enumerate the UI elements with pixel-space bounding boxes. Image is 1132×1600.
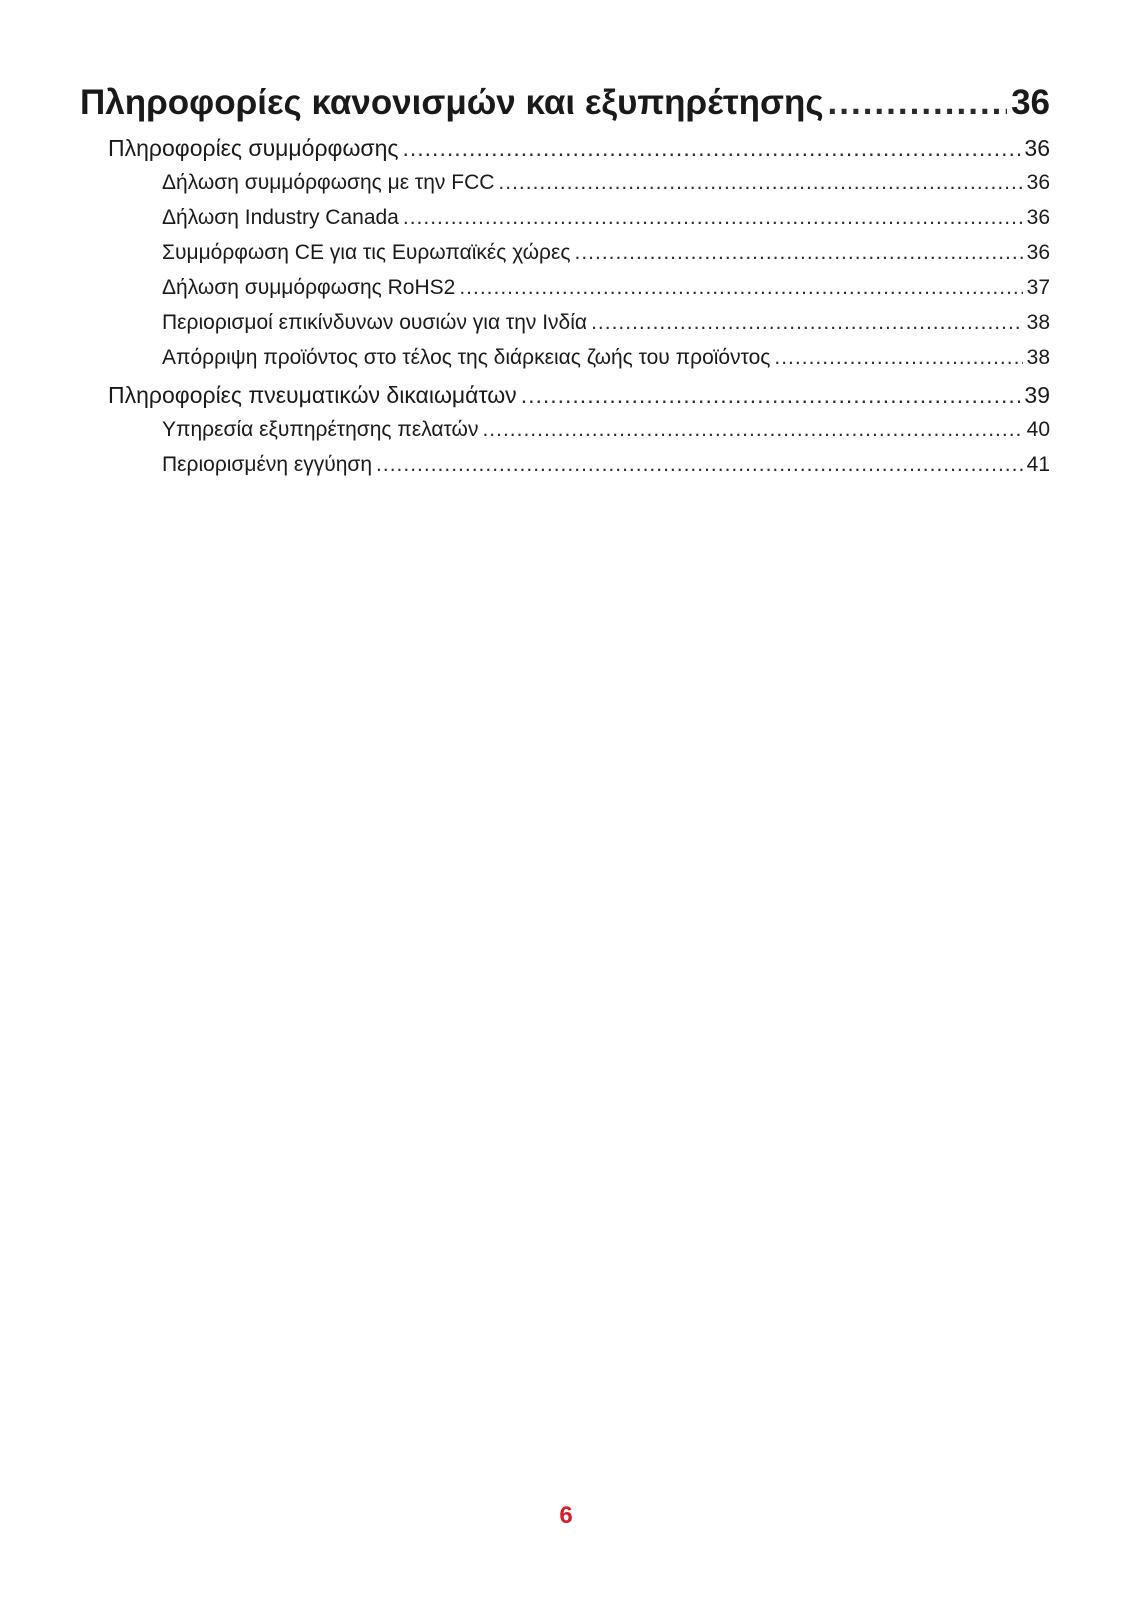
toc-subentry-page: 36	[1026, 206, 1050, 229]
dot-leader	[828, 78, 1008, 128]
toc-subentry-page: 37	[1026, 276, 1050, 299]
toc-subentry-label: Απόρριψη προϊόντος στο τέλος της διάρκειας ζωής του προϊόντος	[162, 346, 771, 369]
toc-entry-compliance[interactable]	[80, 131, 1050, 165]
toc-subentry-label: Δήλωση συμμόρφωσης RoHS2	[162, 276, 456, 299]
toc-subentry-page: 36	[1026, 171, 1050, 194]
dot-leader	[591, 305, 1023, 340]
toc-subentry-page: 38	[1026, 346, 1050, 369]
page-number: 6	[559, 1502, 573, 1529]
dot-leader	[376, 447, 1023, 482]
toc-subentry-rohs2[interactable]	[80, 270, 1050, 305]
toc-entry-page: 36	[1024, 135, 1050, 161]
dot-leader	[521, 378, 1021, 412]
toc-subentry-page: 41	[1026, 453, 1050, 476]
toc-subentry-disposal[interactable]	[80, 340, 1050, 375]
dot-leader	[774, 340, 1022, 375]
dot-leader	[403, 200, 1023, 235]
toc-section-regulatory[interactable]	[80, 78, 1050, 128]
toc-subentry-label: Συμμόρφωση CE για τις Ευρωπαϊκές χώρες	[162, 241, 571, 264]
toc-subentry-fcc[interactable]	[80, 165, 1050, 200]
toc-entry-label: Πληροφορίες συμμόρφωσης	[108, 135, 399, 161]
dot-leader	[498, 165, 1022, 200]
dot-leader	[403, 131, 1021, 165]
toc-subentry-label: Δήλωση Industry Canada	[162, 206, 399, 229]
toc-subentry-limited-warranty[interactable]	[80, 447, 1050, 482]
toc-subentry-label: Περιορισμένη εγγύηση	[162, 453, 373, 476]
dot-leader	[574, 235, 1022, 270]
toc-subentry-customer-service[interactable]	[80, 412, 1050, 447]
dot-leader	[482, 412, 1022, 447]
toc-subentry-page: 38	[1026, 311, 1050, 334]
toc-subentry-label: Δήλωση συμμόρφωσης με την FCC	[162, 171, 495, 194]
toc-subentry-ce[interactable]	[80, 235, 1050, 270]
toc-entry-label: Πληροφορίες πνευματικών δικαιωμάτων	[108, 382, 517, 408]
toc-subentry-page: 40	[1026, 418, 1050, 441]
toc-entry-page: 39	[1024, 382, 1050, 408]
toc-section-page: 36	[1011, 83, 1050, 122]
toc-subentry-label: Υπηρεσία εξυπηρέτησης πελατών	[162, 418, 479, 441]
toc-subentry-label: Περιορισμοί επικίνδυνων ουσιών για την Ινδία	[162, 311, 588, 334]
toc-entry-copyright[interactable]	[80, 378, 1050, 412]
toc-subentry-india-rohs[interactable]	[80, 305, 1050, 340]
table-of-contents	[80, 78, 1050, 482]
toc-subentry-industry-canada[interactable]	[80, 200, 1050, 235]
toc-section-label: Πληροφορίες κανονισμών και εξυπηρέτησης	[80, 83, 824, 122]
dot-leader	[459, 270, 1022, 305]
toc-subentry-page: 36	[1026, 241, 1050, 264]
